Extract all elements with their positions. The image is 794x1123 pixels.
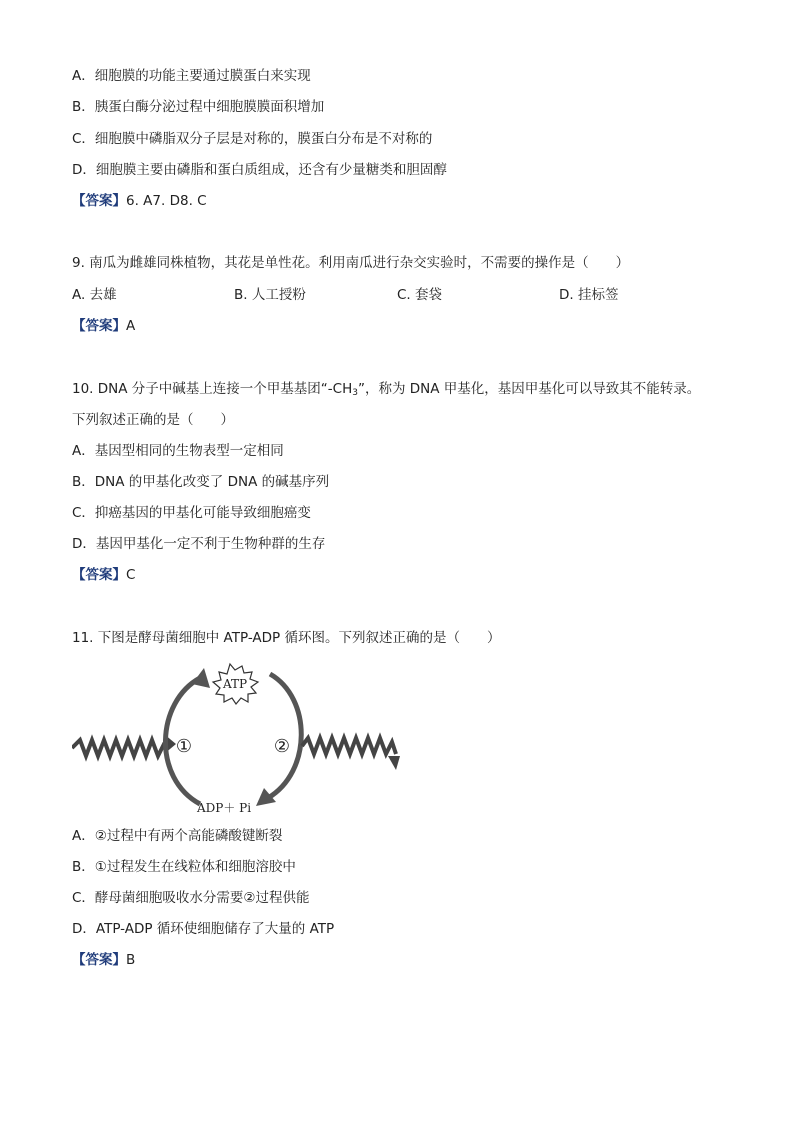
q9-answer-line (72, 317, 135, 335)
process-2-label: ② (273, 736, 291, 757)
q10-stem-subscript: 3 (352, 388, 358, 398)
q8-option-d: D．细胞膜主要由磷脂和蛋白质组成，还含有少量糖类和胆固醇 (72, 162, 447, 178)
adp-pi-label: ADP＋ Pi (196, 801, 252, 815)
q8-option-c: C．细胞膜中磷脂双分子层是对称的，膜蛋白分布是不对称的 (72, 131, 433, 147)
q10-stem-part1: 10. DNA 分子中碱基上连接一个甲基基团“-CH (72, 381, 353, 397)
q9-stem: 9. 南瓜为雌雄同株植物，其花是单性花。利用南瓜进行杂交实验时，不需要的操作是（ ） (72, 255, 630, 271)
q11-option-b: B．①过程发生在线粒体和细胞溶胶中 (72, 859, 296, 875)
q9-option-b: B. 人工授粉 (234, 287, 306, 303)
q10-answer: C (126, 567, 136, 583)
answer-tag: 【答案】 (72, 567, 126, 583)
q11-option-c: C．酵母菌细胞吸收水分需要②过程供能 (72, 890, 310, 906)
q11-option-a: A．②过程中有两个高能磷酸键断裂 (72, 828, 283, 844)
q9-option-d: D. 挂标签 (559, 287, 619, 303)
q10-answer-line (72, 566, 135, 584)
answer-tag: 【答案】 (72, 193, 126, 209)
q10-stem-line2: 下列叙述正确的是（ ） (72, 412, 234, 428)
right-zigzag-arrow (302, 738, 396, 754)
q9-option-a: A. 去雄 (72, 287, 117, 303)
right-zigzag-arrowhead (388, 756, 400, 770)
q11-stem: 11. 下图是酵母菌细胞中 ATP-ADP 循环图。下列叙述正确的是（ ） (72, 630, 501, 646)
q11-option-d: D．ATP-ADP 循环使细胞储存了大量的 ATP (72, 921, 335, 937)
q11-answer-line (72, 951, 135, 969)
q8-option-a: A．细胞膜的功能主要通过膜蛋白来实现 (72, 68, 311, 84)
process-1-label: ① (175, 736, 193, 757)
q10-stem-part2: ”，称为 DNA 甲基化，基因甲基化可以导致其不能转录。 (357, 381, 701, 397)
q10-option-d: D．基因甲基化一定不利于生物种群的生存 (72, 536, 326, 552)
atp-label: ATP (222, 677, 248, 691)
atp-adp-cycle-diagram (72, 660, 402, 820)
left-arc-arrowhead (192, 668, 210, 688)
q10-stem-line1 (72, 380, 700, 402)
q8-option-b: B．胰蛋白酶分泌过程中细胞膜膜面积增加 (72, 99, 325, 115)
left-zigzag-arrow (72, 740, 172, 756)
q9-option-c: C. 套袋 (397, 287, 443, 303)
q10-option-b: B．DNA 的甲基化改变了 DNA 的碱基序列 (72, 474, 330, 490)
q9-answer: A (126, 318, 136, 334)
q9-options (72, 286, 712, 304)
q10-option-c: C．抑癌基因的甲基化可能导致细胞癌变 (72, 505, 311, 521)
answer-tag: 【答案】 (72, 952, 126, 968)
answer-tag: 【答案】 (72, 318, 126, 334)
q8-answer-line (72, 192, 207, 210)
q8-answer: 6. A7. D8. C (126, 193, 207, 209)
q11-answer: B (126, 952, 136, 968)
q10-option-a: A．基因型相同的生物表型一定相同 (72, 443, 284, 459)
